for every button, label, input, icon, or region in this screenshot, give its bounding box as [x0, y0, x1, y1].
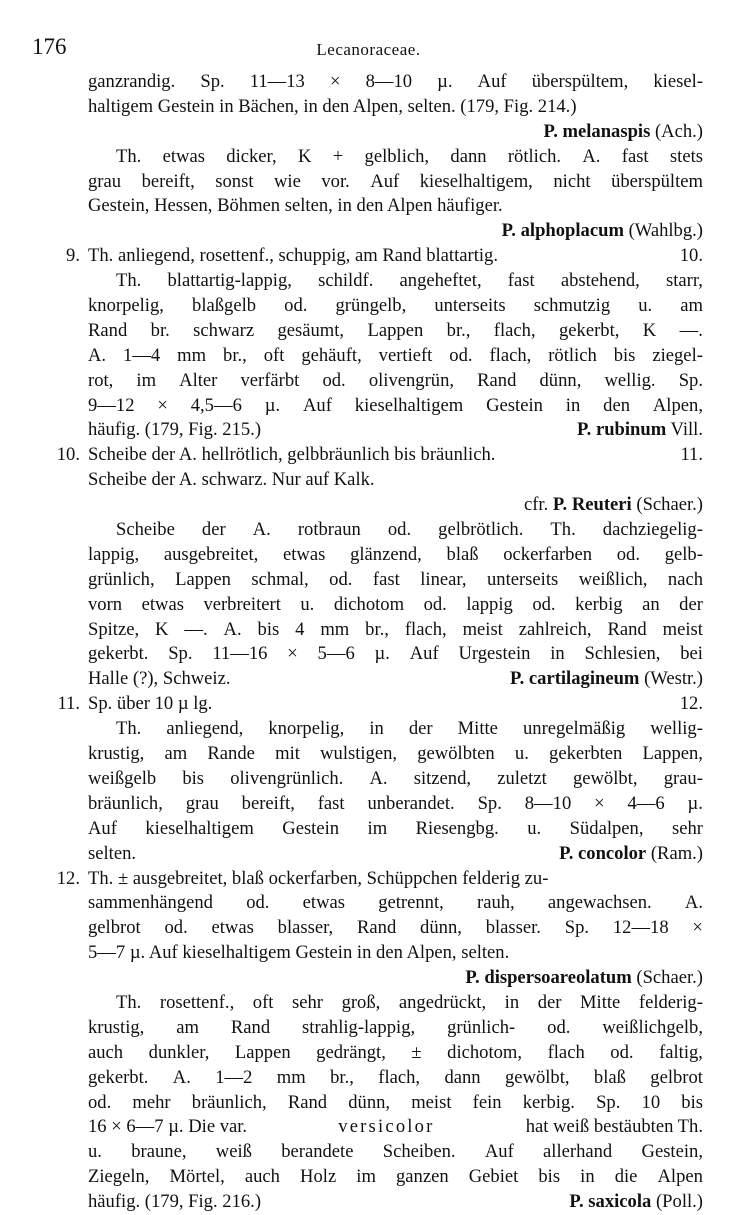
text-line: rot, im Alter verfärbt od. olivengrün, Rand dünn, wellig. Sp.: [88, 369, 703, 391]
text-line: gelbrot od. etwas blasser, Rand dünn, blasser. Sp. 12—18 ×: [88, 917, 703, 939]
taxon-author: (Schaer.): [636, 494, 703, 516]
couplet-text: Scheibe der A. hellrötlich, gelbbräunlich bis bräunlich.: [88, 444, 496, 466]
page-header: [30, 34, 707, 64]
text-segment: 16 × 6—7 µ. Die var.: [88, 1116, 248, 1138]
couplet-number: 10.: [56, 444, 80, 466]
taxon-name: P. dispersoareolatum: [465, 967, 632, 989]
text-line: krustig, am Rande mit wulstigen, gewölbten u. gekerbten Lappen,: [88, 743, 703, 765]
taxon-name: P. melanaspis: [543, 120, 651, 142]
text-line: od. mehr bräunlich, Rand dünn, meist fein kerbig. Sp. 10 bis: [88, 1091, 703, 1113]
text-line: A. 1—4 mm br., oft gehäuft, vertieft od. flach, rötlich bis ziegel-: [88, 344, 703, 366]
text-line: Rand br. schwarz gesäumt, Lappen br., flach, gekerbt, K —.: [88, 319, 703, 341]
text-line: ganzrandig. Sp. 11—13 × 8—10 µ. Auf überspültem, kiesel-: [88, 71, 703, 92]
key-couplet-10: [56, 443, 703, 468]
text-line-with-taxon: [88, 418, 703, 443]
text-line: Th. rosettenf., oft sehr groß, angedrückt, in der Mitte felderig-: [116, 991, 703, 1013]
key-couplet-12: [56, 867, 703, 892]
taxon-author: (Ram.): [650, 842, 703, 864]
taxon-line: [88, 120, 703, 145]
taxon-author: Vill.: [670, 419, 703, 441]
taxon-name: P. Reuteri: [552, 494, 632, 516]
text-line: krustig, am Rand strahlig-lappig, grünlich- od. weißlichgelb,: [88, 1016, 703, 1038]
key-couplet-9: [66, 244, 703, 269]
taxon-name: P. rubinum: [577, 419, 667, 441]
text-line-with-taxon: [88, 667, 703, 692]
variety-name: versicolor: [338, 1116, 435, 1138]
taxon-author: (Schaer.): [636, 967, 703, 989]
couplet-text: Th. anliegend, rosettenf., schuppig, am Rand blattartig.: [88, 245, 498, 267]
text-line: sammenhängend od. etwas getrennt, rauh, angewachsen. A.: [88, 892, 703, 914]
running-title: Lecanoraceae.: [316, 40, 421, 59]
page-number: 176: [32, 34, 67, 59]
taxon-author: (Ach.): [654, 120, 703, 142]
text-line: grünlich, Lappen schmal, od. fast linear, unterseits weißlich, nach: [88, 568, 703, 590]
taxon-author: (Wahlbg.): [628, 220, 703, 242]
text-line: gekerbt. Sp. 11—16 × 5—6 µ. Auf Urgestein in Schlesien, bei: [88, 643, 703, 665]
text-line: u. braune, weiß berandete Scheiben. Auf allerhand Gestein,: [88, 1141, 703, 1163]
taxon-author: (Poll.): [655, 1191, 703, 1213]
key-couplet-11: [57, 692, 703, 717]
text-line-with-spaced-term: [88, 1115, 703, 1140]
text-line: knorpelig, blaßgelb od. grüngelb, unterseits schmutzig u. am: [88, 295, 703, 317]
text-segment: häufig. (179, Fig. 215.): [88, 419, 262, 441]
text-line: Scheibe der A. schwarz. Nur auf Kalk.: [88, 469, 375, 491]
taxon-name: P. alphoplacum: [501, 220, 624, 242]
taxon-name: P. saxicola: [569, 1191, 652, 1213]
text-line: Ziegeln, Mörtel, auch Holz im ganzen Gebiet bis in die Alpen: [88, 1166, 703, 1188]
couplet-reference: 10.: [679, 245, 703, 267]
taxon-line: [88, 219, 703, 244]
text-line: weißgelb bis olivengrünlich. A. sitzend, zuletzt gewölbt, grau-: [88, 767, 703, 789]
text-line: 5—7 µ. Auf kieselhaltigem Gestein in den Alpen, selten.: [88, 942, 510, 964]
text-line: haltigem Gestein in Bächen, in den Alpen, selten. (179, Fig. 214.): [88, 95, 577, 117]
taxon-name: P. concolor: [559, 842, 647, 864]
taxon-line: [88, 493, 703, 518]
text-line: bräunlich, grau bereift, fast unberandet. Sp. 8—10 × 4—6 µ.: [88, 792, 703, 814]
text-segment: selten.: [88, 842, 137, 864]
text-line: vorn etwas verbreitert u. dichotom od. lappig od. kerbig an der: [88, 593, 703, 615]
couplet-number: 9.: [66, 245, 80, 267]
couplet-text: Sp. über 10 µ lg.: [88, 693, 213, 715]
text-line: Scheibe der A. rotbraun od. gelbrötlich. Th. dachziegelig-: [116, 519, 703, 541]
key-text: [56, 70, 703, 1215]
text-line: lappig, ausgebreitet, etwas glänzend, blaß ockerfarben od. gelb-: [88, 543, 703, 565]
text-line: auch dunkler, Lappen gedrängt, ± dichotom, flach od. faltig,: [88, 1041, 703, 1063]
text-line: Th. anliegend, knorpelig, in der Mitte unregelmäßig wellig-: [116, 718, 703, 740]
taxon-line: [88, 966, 703, 991]
couplet-reference: 11.: [680, 444, 703, 466]
text-line: gekerbt. A. 1—2 mm br., flach, dann gewölbt, blaß gelbrot: [88, 1066, 703, 1088]
text-line: Gestein, Hessen, Böhmen selten, in den Alpen häufiger.: [88, 195, 503, 217]
text-segment: hat weiß bestäubten Th.: [525, 1116, 703, 1138]
text-line: grau bereift, sonst wie vor. Auf kieselhaltigem, nicht überspültem: [88, 170, 703, 192]
text-segment: Halle (?), Schweiz.: [88, 668, 231, 690]
text-line: 9—12 × 4,5—6 µ. Auf kieselhaltigem Gestein in den Alpen,: [88, 394, 703, 416]
text-line-with-taxon: [88, 842, 703, 867]
text-line: Th. blattartig-lappig, schildf. angeheftet, fast abstehend, starr,: [116, 270, 703, 292]
text-line: Th. etwas dicker, K + gelblich, dann rötlich. A. fast stets: [116, 145, 703, 167]
taxon-author: (Westr.): [644, 668, 703, 690]
cfr-prefix: cfr.: [523, 494, 549, 516]
couplet-text: Th. ± ausgebreitet, blaß ockerfarben, Schüppchen felderig zu-: [88, 867, 549, 889]
text-line: Spitze, K —. A. bis 4 mm br., flach, meist zahlreich, Rand meist: [88, 618, 703, 640]
couplet-number: 11.: [57, 693, 80, 715]
text-line-with-taxon: [88, 1190, 703, 1215]
taxon-name: P. cartilagineum: [509, 668, 640, 690]
text-line: Auf kieselhaltigem Gestein im Riesengbg. u. Südalpen, sehr: [88, 817, 703, 839]
text-segment: häufig. (179, Fig. 216.): [88, 1191, 262, 1213]
couplet-reference: 12.: [679, 693, 703, 715]
couplet-number: 12.: [56, 867, 80, 889]
